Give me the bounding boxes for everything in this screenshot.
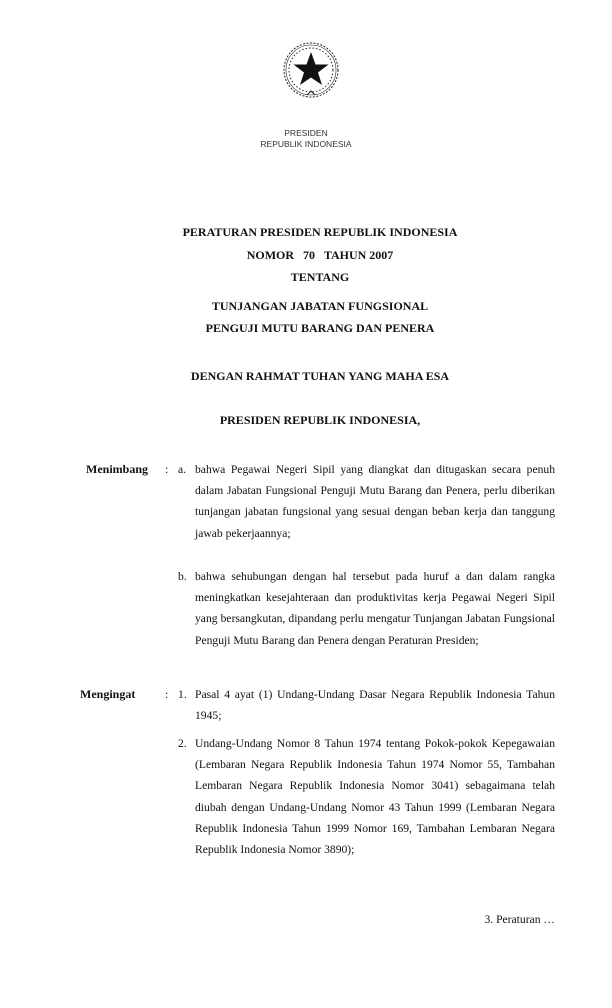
section-label-mengingat: Mengingat bbox=[80, 687, 136, 701]
section-colon: : bbox=[165, 462, 169, 476]
letterhead-caption-presiden: PRESIDEN bbox=[284, 128, 328, 138]
item-number: a. bbox=[178, 463, 187, 476]
section-colon: : bbox=[165, 687, 169, 701]
menimbang-item-a bbox=[178, 459, 555, 544]
regulation-subject-line2: PENGUJI MUTU BARANG DAN PENERA bbox=[205, 321, 435, 335]
section-label-menimbang: Menimbang bbox=[86, 462, 149, 476]
item-text: bahwa sehubungan dengan hal tersebut pada huruf a dan dalam rangka meningkatkan kesejahteraan dan produktivitas kerja Pegawai Negeri Sipil yang bersangkutan, dipandang perlu mengatur Tunjangan Jabatan Fungsional Penguji Mutu Barang dan Penera dengan Peraturan Presiden; bbox=[195, 570, 555, 647]
item-text: Pasal 4 ayat (1) Undang-Undang Dasar Negara Republik Indonesia Tahun 1945; bbox=[195, 688, 555, 723]
regulation-subject-line1: TUNJANGAN JABATAN FUNGSIONAL bbox=[211, 299, 429, 313]
letterhead-caption-republik: REPUBLIK INDONESIA bbox=[260, 139, 352, 149]
item-number: 1. bbox=[178, 688, 187, 701]
regulation-title: PERATURAN PRESIDEN REPUBLIK INDONESIA bbox=[182, 225, 458, 239]
mengingat-item-2 bbox=[178, 733, 555, 860]
regulation-number: NOMOR 70 TAHUN 2007 bbox=[246, 248, 394, 262]
presidential-emblem-icon bbox=[281, 40, 341, 100]
item-text: Undang-Undang Nomor 8 Tahun 1974 tentang Pokok-pokok Kepegawaian (Lembaran Negara Republik Indonesia Tahun 1974 Nomor 55, Tambahan Lembaran Negara Republik Indonesia Nomor 3041) sebagaimana telah diubah dengan Undang-Undang Nomor 43 Tahun 1999 (Lembaran Negara Republik Indonesia Tahun 1999 Nomor 169, Tambahan Lembaran Negara Republik Indonesia Nomor 3890); bbox=[195, 737, 555, 857]
item-text: bahwa Pegawai Negeri Sipil yang diangkat dan ditugaskan secara penuh dalam Jabatan Fungsional Penguji Mutu Barang dan Penera, perlu diberikan tunjangan jabatan fungsional yang sesuai dengan beban kerja dan tanggung jawab pekerjaannya; bbox=[195, 463, 555, 540]
item-number: b. bbox=[178, 570, 187, 583]
regulation-tentang: TENTANG bbox=[290, 270, 350, 284]
menimbang-item-b bbox=[178, 566, 555, 651]
preamble-blessing: DENGAN RAHMAT TUHAN YANG MAHA ESA bbox=[190, 369, 450, 383]
mengingat-item-1 bbox=[178, 684, 555, 726]
page-continuation: 3. Peraturan … bbox=[484, 913, 555, 926]
item-number: 2. bbox=[178, 737, 187, 750]
preamble-president: PRESIDEN REPUBLIK INDONESIA, bbox=[219, 413, 421, 427]
